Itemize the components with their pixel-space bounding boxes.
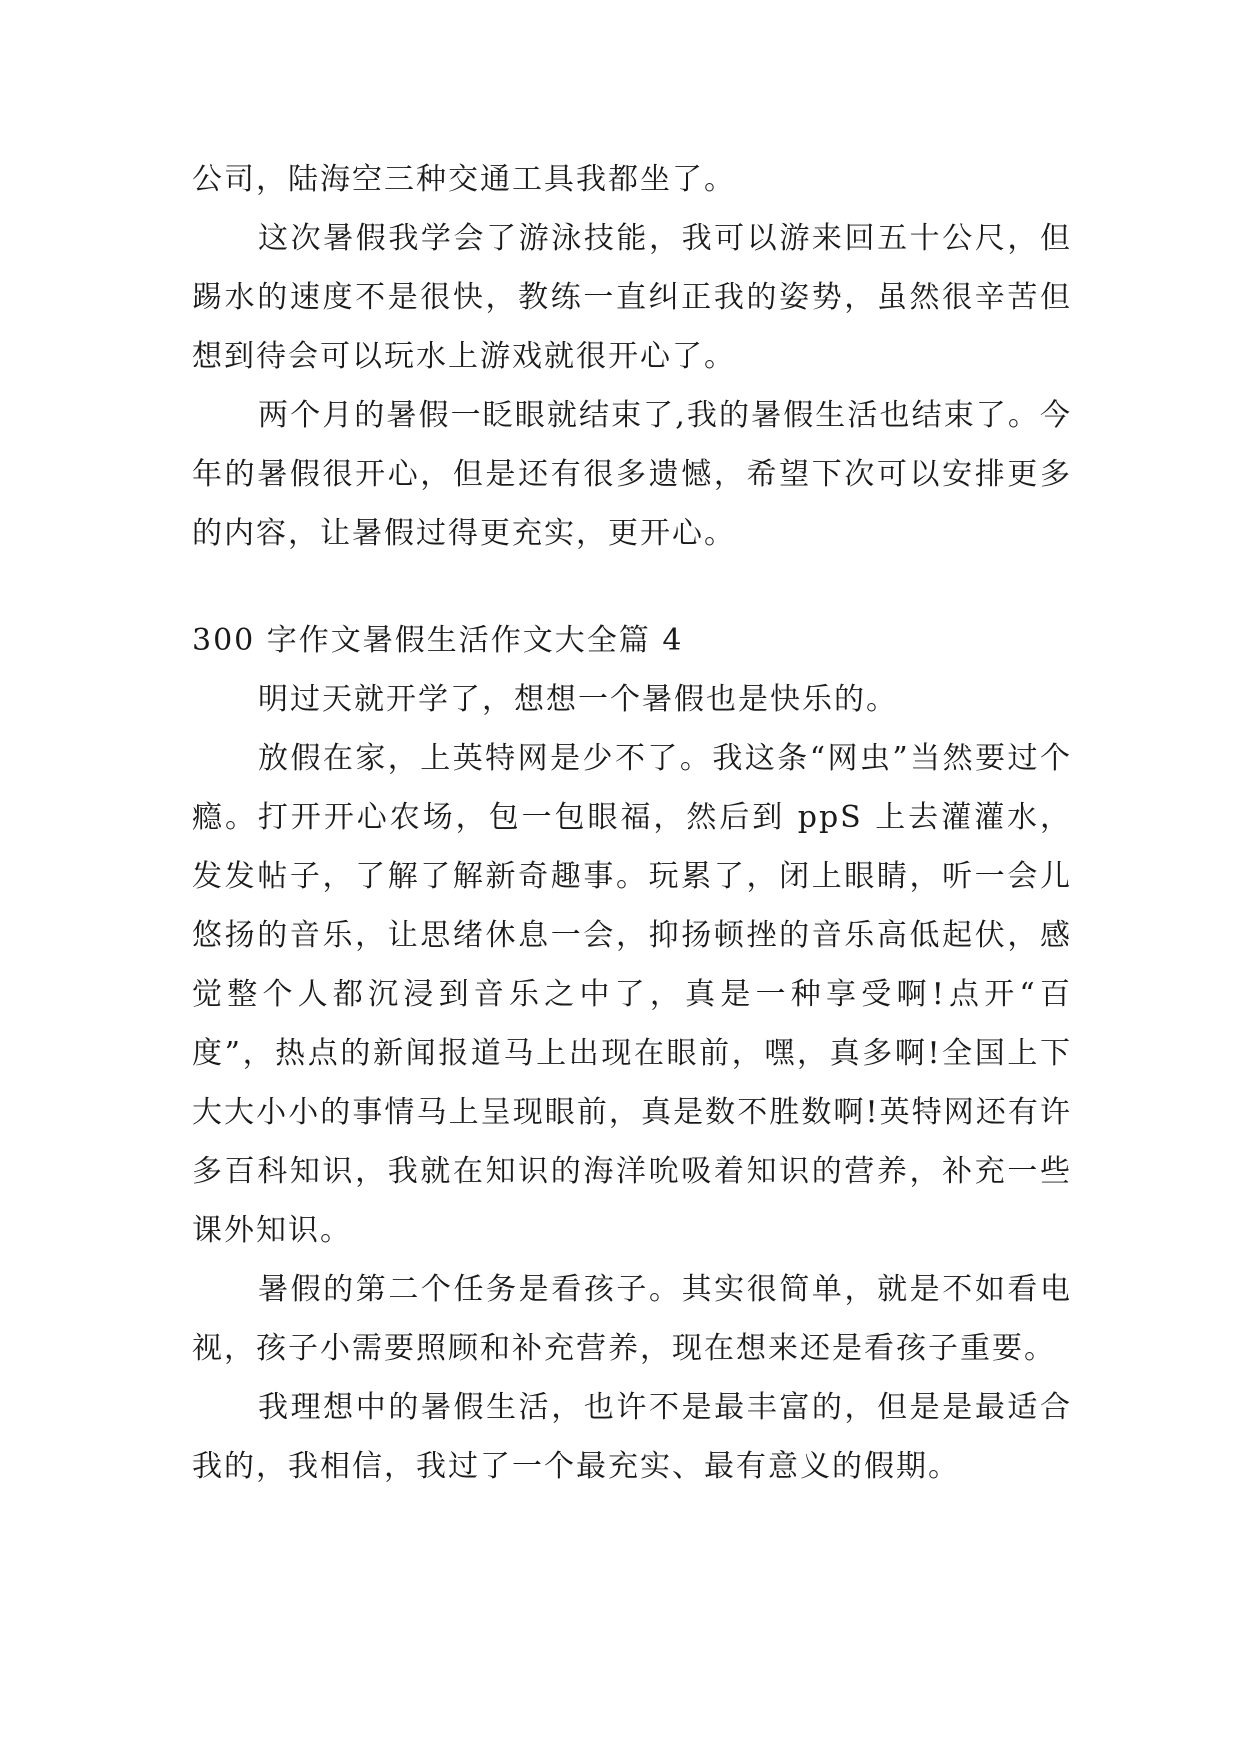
paragraph-school-start: 明过天就开学了，想想一个暑假也是快乐的。 [258, 682, 898, 717]
paragraph-continuation: 公司，陆海空三种交通工具我都坐了。 [192, 162, 736, 197]
paragraph-internet: 放假在家，上英特网是少不了。我这条“网虫”当然要过个瘾。打开开心农场，包一包眼福，然后到 ppS 上去灌灌水，发发帖子，了解了解新奇趣事。玩累了，闭上眼睛，听一会儿悠扬的音乐，让思绪休息一会，抑扬顿挫的音乐高低起伏，感觉整个人都沉浸到音乐之中了，真是一种享受啊!点开“百度”，热点的新闻报道马上出现在眼前，嘿，真多啊!全国上下大大小小的事情马上呈现眼前，真是数不胜数啊!英特网还有许多百科知识，我就在知识的海洋吮吸着知识的营养，补充一些课外知识。 [192, 741, 1072, 1248]
paragraph-ideal-summer: 我理想中的暑假生活，也许不是最丰富的，但是是最适合我的，我相信，我过了一个最充实、最有意义的假期。 [192, 1390, 1072, 1484]
paragraph-summer-end: 两个月的暑假一眨眼就结束了,我的暑假生活也结束了。今年的暑假很开心，但是还有很多遗憾，希望下次可以安排更多的内容，让暑假过得更充实，更开心。 [192, 398, 1072, 551]
section-title: 300 字作文暑假生活作文大全篇 4 [192, 623, 684, 658]
paragraph-babysitting: 暑假的第二个任务是看孩子。其实很简单，就是不如看电视，孩子小需要照顾和补充营养，现在想来还是看孩子重要。 [192, 1272, 1072, 1366]
paragraph-swimming: 这次暑假我学会了游泳技能，我可以游来回五十公尺，但踢水的速度不是很快，教练一直纠正我的姿势，虽然很辛苦但想到待会可以玩水上游戏就很开心了。 [192, 221, 1072, 374]
document-page [192, 150, 1072, 1496]
